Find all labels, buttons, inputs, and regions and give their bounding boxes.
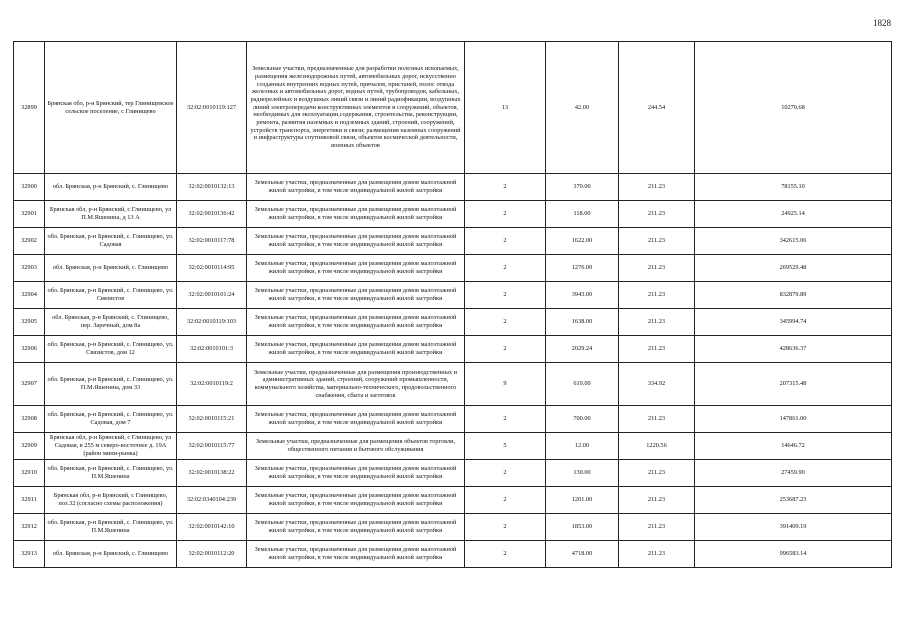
area-cell xyxy=(546,336,619,363)
address: обл. Брянская, р-н Брянский, с. Глинищево xyxy=(52,183,169,191)
address-cell xyxy=(45,460,177,487)
cadastral-value: 78155.10 xyxy=(781,183,805,191)
use-group: 2 xyxy=(503,183,507,191)
cadastral-number: 32:02:0010138:22 xyxy=(188,469,235,477)
land-use-cell xyxy=(247,406,465,433)
land-use-description: Земельные участки, предназначенные для размещения домов малоэтажной жилой застройки, в том числе индивидуальной жилой застройки xyxy=(254,519,457,534)
row-number: 32904 xyxy=(21,291,37,299)
land-use-cell xyxy=(247,309,465,336)
specific-value: 244.54 xyxy=(647,103,666,111)
use-group-cell xyxy=(465,255,546,282)
cadastral-value-cell xyxy=(695,433,892,460)
cadastral-value: 269529.48 xyxy=(779,264,807,272)
table-row xyxy=(14,460,892,487)
land-use-description: Земельные участки, предназначенные для размещения домов малоэтажной жилой застройки, в том числе индивидуальной жилой застройки xyxy=(254,341,457,356)
use-group-cell xyxy=(465,282,546,309)
land-use-cell xyxy=(247,174,465,201)
land-use-cell xyxy=(247,541,465,568)
specific-value-cell xyxy=(619,433,695,460)
land-use-description: Земельные участки, предназначенные для размещения домов малоэтажной жилой застройки, в том числе индивидуальной жилой застройки xyxy=(254,546,457,561)
table-row xyxy=(14,541,892,568)
specific-value: 211.23 xyxy=(647,523,666,531)
area-cell xyxy=(546,174,619,201)
area: 1201.00 xyxy=(571,496,593,504)
cadastral-value-cell xyxy=(695,336,892,363)
area-cell xyxy=(546,201,619,228)
land-use-cell xyxy=(247,282,465,309)
area: 1276.00 xyxy=(571,264,593,272)
row-number-cell xyxy=(14,406,45,433)
cadastral-value: 207315.48 xyxy=(779,380,807,388)
address-cell xyxy=(45,336,177,363)
land-use-description: Земельные участки, предназначенные для размещения домов малоэтажной жилой застройки, в том числе индивидуальной жилой застройки xyxy=(254,465,457,480)
use-group-cell xyxy=(465,363,546,406)
land-use-description: Земельные участки, предназначенные для размещения домов малоэтажной жилой застройки, в том числе индивидуальной жилой застройки xyxy=(254,492,457,507)
cadastral-number: 32:02:0010114:95 xyxy=(188,264,235,272)
cadastral-number: 32:02:0010119:103 xyxy=(186,318,237,326)
cadastral-value-cell xyxy=(695,201,892,228)
use-group: 2 xyxy=(503,237,507,245)
address-cell xyxy=(45,309,177,336)
area: 370.00 xyxy=(573,183,591,191)
cadastral-number: 32:02:0010115:21 xyxy=(188,415,235,423)
area-cell xyxy=(546,228,619,255)
land-use-description: Земельные участки, предназначенные для размещения домов малоэтажной жилой застройки, в том числе индивидуальной жилой застройки xyxy=(254,260,457,275)
cadastral-value-cell xyxy=(695,228,892,255)
land-use-cell xyxy=(247,201,465,228)
area-cell xyxy=(546,282,619,309)
cadastral-number: 32:02:0010119:2 xyxy=(190,380,233,388)
use-group: 2 xyxy=(503,264,507,272)
address-cell xyxy=(45,406,177,433)
address: Брянская обл, р-н Брянский, с Глинищево, ул Садовая, в 255 м северо-восточнее д. 19А (район мини-рынка) xyxy=(49,434,172,457)
cadastral-number: 32:02:0010132:13 xyxy=(188,183,235,191)
row-number-cell xyxy=(14,309,45,336)
row-number-cell xyxy=(14,255,45,282)
use-group-cell xyxy=(465,228,546,255)
row-number-cell xyxy=(14,174,45,201)
address-cell xyxy=(45,228,177,255)
row-number: 32910 xyxy=(21,469,37,477)
area: 1853.00 xyxy=(571,523,593,531)
row-number-cell xyxy=(14,514,45,541)
use-group-cell xyxy=(465,336,546,363)
specific-value-cell xyxy=(619,406,695,433)
cadastral-value-cell xyxy=(695,460,892,487)
area: 619.00 xyxy=(573,380,591,388)
specific-value: 211.23 xyxy=(647,210,666,218)
cadastral-value: 345994.74 xyxy=(779,318,807,326)
cadastral-number: 32:02:0010101:24 xyxy=(188,291,235,299)
land-use-cell xyxy=(247,460,465,487)
cadastral-number: 32:02:0010117:78 xyxy=(188,237,235,245)
land-use-description: Земельные участки, предназначенные для размещения домов малоэтажной жилой застройки, в том числе индивидуальной жилой застройки xyxy=(254,411,457,426)
row-number: 32900 xyxy=(21,183,37,191)
table-row xyxy=(14,336,892,363)
use-group: 2 xyxy=(503,523,507,531)
area: 118.00 xyxy=(573,210,591,218)
row-number: 32907 xyxy=(21,380,37,388)
area-cell xyxy=(546,406,619,433)
cadastral-value-cell xyxy=(695,174,892,201)
table-row xyxy=(14,514,892,541)
cadastral-number: 32:02:0340104:239 xyxy=(186,496,237,504)
specific-value-cell xyxy=(619,460,695,487)
area-cell xyxy=(546,363,619,406)
row-number: 32901 xyxy=(21,210,37,218)
address-cell xyxy=(45,487,177,514)
use-group: 5 xyxy=(503,442,507,450)
cadastral-value: 391409.19 xyxy=(779,523,807,531)
row-number: 32912 xyxy=(21,523,37,531)
cadastral-number-cell xyxy=(177,282,247,309)
use-group-cell xyxy=(465,460,546,487)
use-group-cell xyxy=(465,309,546,336)
use-group: 2 xyxy=(503,210,507,218)
address: обл. Брянская, р-н Брянский, с. Глинищево, ул. Связистов xyxy=(47,287,174,302)
use-group: 2 xyxy=(503,291,507,299)
area: 4718.00 xyxy=(571,550,593,558)
table-row xyxy=(14,255,892,282)
land-use-description: Земельные участки, предназначенные для размещения домов малоэтажной жилой застройки, в том числе индивидуальной жилой застройки xyxy=(254,233,457,248)
cadastral-number: 32:02:0010101:3 xyxy=(189,345,234,353)
address-cell xyxy=(45,42,177,174)
address: обл. Брянская, р-н Брянский, с. Глинищево, ул. П.М.Яшенина xyxy=(47,519,174,534)
row-number: 32908 xyxy=(21,415,37,423)
specific-value: 211.23 xyxy=(647,550,666,558)
row-number-cell xyxy=(14,487,45,514)
specific-value-cell xyxy=(619,514,695,541)
row-number-cell xyxy=(14,363,45,406)
specific-value-cell xyxy=(619,336,695,363)
specific-value: 211.23 xyxy=(647,345,666,353)
use-group: 2 xyxy=(503,318,507,326)
specific-value: 211.23 xyxy=(647,318,666,326)
land-use-description: Земельные участки, предназначенные для разработки полезных ископаемых, размещения железнодорожных путей, автомобильных дорог, искусственно созданных внутренних водных путей, причалов, пристаней, полос отвода железных и автомобильных дорог, водных путей, трубопроводов, кабельных, радиорелейных и воздушных линий связи и линий радиофикации, воздушных линий электропередачи конструктивных элементов и сооружений, объектов, необходимых для эксплуатации,содержания, строительства, реконструкции, ремонта, развития наземных и подземных зданий, строений, сооружений, устройств транспорта, энергетики и связи; размещения наземных сооружений и инфраструктуры спутниковой связи, объектов космической деятельности, военных объектов xyxy=(250,65,461,150)
specific-value: 1220.56 xyxy=(646,442,667,450)
cadastral-value: 832879.89 xyxy=(779,291,807,299)
cadastral-value-cell xyxy=(695,514,892,541)
specific-value: 211.23 xyxy=(647,469,666,477)
cadastral-value-cell xyxy=(695,255,892,282)
table-row xyxy=(14,406,892,433)
land-use-description: Земельные участки, предназначенные для размещения домов малоэтажной жилой застройки, в том числе индивидуальной жилой застройки xyxy=(254,287,457,302)
cadastral-number-cell xyxy=(177,363,247,406)
address-cell xyxy=(45,174,177,201)
use-group-cell xyxy=(465,433,546,460)
row-number: 32905 xyxy=(21,318,37,326)
row-number-cell xyxy=(14,336,45,363)
address: Брянская обл, р-н Брянский, с Глинищево, ул П.М.Яшенина, д 13 А xyxy=(49,206,172,221)
cadastral-number: 32:02:0010115:77 xyxy=(188,442,235,450)
specific-value: 211.23 xyxy=(647,496,666,504)
row-number-cell xyxy=(14,282,45,309)
area: 700.00 xyxy=(573,415,591,423)
area: 1638.00 xyxy=(571,318,593,326)
table-body xyxy=(14,42,892,568)
land-use-cell xyxy=(247,255,465,282)
row-number-cell xyxy=(14,541,45,568)
cadastral-number: 32:02:0010119:127 xyxy=(186,103,237,111)
table-row xyxy=(14,174,892,201)
address: обл. Брянская, р-н Брянский, с. Глинищево, ул. Связистов, дом 12 xyxy=(47,341,174,356)
land-use-cell xyxy=(247,336,465,363)
specific-value-cell xyxy=(619,174,695,201)
specific-value: 211.23 xyxy=(647,183,666,191)
use-group-cell xyxy=(465,514,546,541)
land-use-description: Земельные участки, предназначенные для размещения домов малоэтажной жилой застройки, в том числе индивидуальной жилой застройки xyxy=(254,179,457,194)
area-cell xyxy=(546,460,619,487)
specific-value: 211.23 xyxy=(647,291,666,299)
use-group: 2 xyxy=(503,496,507,504)
land-use-description: Земельные участки, предназначенные для размещения производственных и административных зданий, строений, сооружений промышленности, коммунального хозяйства, материально-технического, продовольственного снабжения, сбыта и заготовок xyxy=(253,368,457,399)
cadastral-number-cell xyxy=(177,541,247,568)
cadastral-number: 32:02:0010112:20 xyxy=(188,550,235,558)
table-row xyxy=(14,309,892,336)
row-number-cell xyxy=(14,460,45,487)
address: обл. Брянская, р-н Брянский, с. Глинищево, ул. П.М.Яшенина xyxy=(47,465,174,480)
address: обл. Брянская, р-н Брянский, с. Глинищево, пер. Заречный, дом 8а xyxy=(52,314,169,329)
land-use-cell xyxy=(247,42,465,174)
cadastral-number-cell xyxy=(177,433,247,460)
address-cell xyxy=(45,363,177,406)
cadastral-value: 996583.14 xyxy=(779,550,807,558)
specific-value-cell xyxy=(619,201,695,228)
specific-value: 211.23 xyxy=(647,415,666,423)
use-group-cell xyxy=(465,487,546,514)
cadastral-number-cell xyxy=(177,460,247,487)
row-number: 32902 xyxy=(21,237,37,245)
use-group-cell xyxy=(465,42,546,174)
address-cell xyxy=(45,541,177,568)
land-use-cell xyxy=(247,363,465,406)
use-group: 2 xyxy=(503,415,507,423)
specific-value: 211.23 xyxy=(647,237,666,245)
row-number-cell xyxy=(14,228,45,255)
cadastral-value: 147861.00 xyxy=(779,415,807,423)
use-group: 2 xyxy=(503,469,507,477)
use-group: 13 xyxy=(501,103,509,111)
specific-value-cell xyxy=(619,42,695,174)
table-row xyxy=(14,363,892,406)
area-cell xyxy=(546,541,619,568)
area: 12.00 xyxy=(574,442,590,450)
address: обл. Брянская, р-н Брянский, с. Глинищево xyxy=(52,550,169,558)
address: обл. Брянская, р-н Брянский, с. Глинищево, ул. Садовая, дом 7 xyxy=(47,411,174,426)
area: 3943.00 xyxy=(571,291,593,299)
use-group: 9 xyxy=(503,380,507,388)
use-group-cell xyxy=(465,201,546,228)
page-number: 1828 xyxy=(873,18,891,28)
table-row xyxy=(14,201,892,228)
cadastral-value-cell xyxy=(695,42,892,174)
row-number: 32903 xyxy=(21,264,37,272)
use-group-cell xyxy=(465,174,546,201)
address-cell xyxy=(45,255,177,282)
specific-value-cell xyxy=(619,282,695,309)
cadastral-number-cell xyxy=(177,406,247,433)
cadastral-value: 24925.14 xyxy=(781,210,805,218)
row-number-cell xyxy=(14,433,45,460)
cadastral-value-cell xyxy=(695,487,892,514)
address: Брянская обл, р-н Брянский, с Глинищево, поз.32 (согласно схемы расположения) xyxy=(53,492,168,507)
row-number-cell xyxy=(14,201,45,228)
row-number: 32909 xyxy=(21,442,37,450)
cadastral-number-cell xyxy=(177,255,247,282)
area-cell xyxy=(546,309,619,336)
cadastral-value: 428636.37 xyxy=(779,345,807,353)
land-use-cell xyxy=(247,514,465,541)
cadastral-value-cell xyxy=(695,363,892,406)
land-use-description: Земельные участки, предназначенные для размещения домов малоэтажной жилой застройки, в том числе индивидуальной жилой застройки xyxy=(254,206,457,221)
specific-value-cell xyxy=(619,228,695,255)
use-group-cell xyxy=(465,541,546,568)
land-use-cell xyxy=(247,228,465,255)
table-row xyxy=(14,228,892,255)
specific-value-cell xyxy=(619,255,695,282)
row-number-cell xyxy=(14,42,45,174)
address: обл. Брянская, р-н Брянский, с. Глинищево, ул. Садовая xyxy=(47,233,174,248)
row-number: 32911 xyxy=(21,496,37,504)
address-cell xyxy=(45,433,177,460)
address: обл. Брянская, р-н Брянский, с. Глинищево, ул. П.М.Яшенина, дом 33 xyxy=(47,376,174,391)
cadastral-value-cell xyxy=(695,406,892,433)
area-cell xyxy=(546,255,619,282)
cadastral-number-cell xyxy=(177,336,247,363)
cadastral-number-cell xyxy=(177,487,247,514)
cadastral-number-cell xyxy=(177,514,247,541)
specific-value-cell xyxy=(619,487,695,514)
specific-value-cell xyxy=(619,363,695,406)
area-cell xyxy=(546,487,619,514)
address-cell xyxy=(45,201,177,228)
cadastral-number-cell xyxy=(177,309,247,336)
cadastral-value-cell xyxy=(695,541,892,568)
specific-value-cell xyxy=(619,541,695,568)
cadastral-number-cell xyxy=(177,42,247,174)
address-cell xyxy=(45,282,177,309)
row-number: 32899 xyxy=(21,103,37,111)
cadastral-value: 10270.68 xyxy=(781,103,805,111)
area-cell xyxy=(546,433,619,460)
cadastral-number-cell xyxy=(177,201,247,228)
area: 1622.00 xyxy=(571,237,593,245)
row-number: 32913 xyxy=(21,550,37,558)
land-use-cell xyxy=(247,433,465,460)
address-cell xyxy=(45,514,177,541)
use-group: 2 xyxy=(503,550,507,558)
table-row xyxy=(14,433,892,460)
cadastral-value: 253687.23 xyxy=(779,496,807,504)
table-row xyxy=(14,282,892,309)
area-cell xyxy=(546,514,619,541)
specific-value-cell xyxy=(619,309,695,336)
cadastral-number-cell xyxy=(177,228,247,255)
use-group-cell xyxy=(465,406,546,433)
table-row xyxy=(14,487,892,514)
area-cell xyxy=(546,42,619,174)
cadastral-value-table xyxy=(13,41,892,568)
cadastral-number: 32:02:0010142:10 xyxy=(188,523,235,531)
cadastral-number: 32:02:0010136:42 xyxy=(188,210,235,218)
cadastral-value-cell xyxy=(695,309,892,336)
row-number: 32906 xyxy=(21,345,37,353)
table-row xyxy=(14,42,892,174)
cadastral-value: 14646.72 xyxy=(781,442,805,450)
area: 2029.24 xyxy=(571,345,593,353)
specific-value: 334.92 xyxy=(647,380,666,388)
specific-value: 211.23 xyxy=(647,264,666,272)
use-group: 2 xyxy=(503,345,507,353)
cadastral-value-cell xyxy=(695,282,892,309)
land-use-description: Земельные участки, предназначенные для размещения объектов торговли, общественного питания и бытового обслуживания xyxy=(255,438,456,453)
cadastral-value: 342615.06 xyxy=(779,237,807,245)
land-use-cell xyxy=(247,487,465,514)
address: Брянская обл, р-н Брянский, тер Глинищевское сельское поселение, с Глинищево xyxy=(47,99,174,115)
area: 130.00 xyxy=(573,469,591,477)
area: 42.00 xyxy=(574,103,590,111)
cadastral-value: 27459.90 xyxy=(781,469,805,477)
address: обл. Брянская, р-н Брянский, с. Глинищево xyxy=(52,264,169,272)
land-use-description: Земельные участки, предназначенные для размещения домов малоэтажной жилой застройки, в том числе индивидуальной жилой застройки xyxy=(254,314,457,329)
cadastral-number-cell xyxy=(177,174,247,201)
